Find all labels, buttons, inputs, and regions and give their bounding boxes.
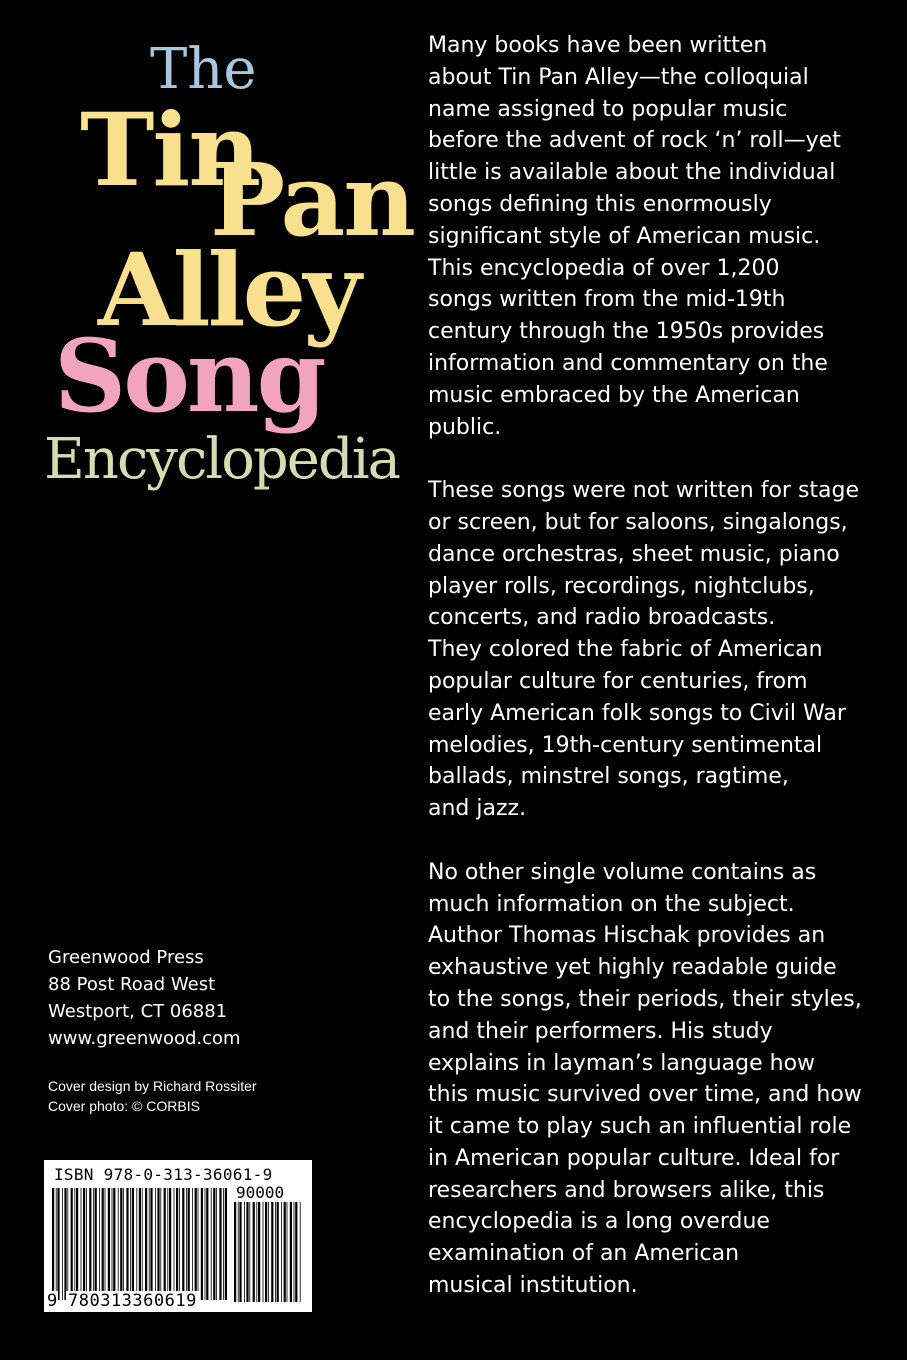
barcode-bar (123, 1188, 124, 1300)
barcode-bar (284, 1202, 286, 1302)
barcode (44, 1160, 312, 1312)
barcode-bar (160, 1188, 161, 1300)
title-alley: Alley (98, 231, 359, 349)
blurb-paragraph-3: No other single volume contains as much information on the subject. Author Thomas Hischak provides an exhaustive yet highly readable guide to the songs, their periods, their styles, and their performers. His study explains in layman’s language how this music survived over time, and how it came to play such an influential role in American popular culture. Ideal for researchers and browsers alike, this encyclopedia is a long overdue examination of an American musical institution. (428, 859, 862, 1299)
publisher-info (48, 944, 388, 1052)
publisher-name: Greenwood Press (48, 947, 204, 968)
barcode-bar (167, 1188, 168, 1300)
cover-design-credit: Cover design by Richard Rossiter (48, 1078, 257, 1094)
barcode-bar (130, 1188, 131, 1300)
blurb-paragraph-2: These songs were not written for stage or screen, but for saloons, singalongs, dance orchestras, sheet music, piano player rolls, recordings, nightclubs, concerts, and radio broadcasts. They colored the fabric of American popular culture for centuries, from early American folk songs to Civil War melodies, 19th-century sentimental ballads, minstrel songs, ragtime, and jazz. (428, 478, 860, 822)
barcode-bar (62, 1188, 63, 1300)
barcode-bar (290, 1202, 292, 1302)
barcode-bar (265, 1202, 267, 1302)
barcode-bar (263, 1202, 264, 1302)
barcode-bar (182, 1188, 184, 1300)
barcode-bar (223, 1188, 224, 1300)
barcode-bar (142, 1188, 143, 1300)
title-the: The (150, 37, 257, 102)
barcode-bar (83, 1188, 85, 1300)
barcode-bar (176, 1188, 178, 1300)
barcode-bar (249, 1202, 250, 1302)
barcode-bar (186, 1188, 187, 1300)
barcode-bar (113, 1188, 115, 1300)
isbn-label: ISBN 978-0-313-36061-9 (54, 1165, 273, 1184)
barcode-bar (67, 1188, 68, 1300)
ean-first-digit: 9 (47, 1291, 58, 1311)
barcode-bar (120, 1188, 122, 1300)
barcode-bar (246, 1202, 248, 1302)
barcode-bar (225, 1188, 227, 1300)
cover-photo-credit: Cover photo: © CORBIS (48, 1098, 200, 1114)
barcode-bar (95, 1188, 97, 1300)
barcode-bar (219, 1188, 221, 1300)
barcode-bar (102, 1188, 104, 1300)
barcode-bar (206, 1188, 208, 1300)
barcode-bar (71, 1188, 73, 1300)
barcode-bar (157, 1188, 159, 1300)
barcode-bar (93, 1188, 94, 1300)
barcode-bar (118, 1188, 119, 1300)
barcode-bar (281, 1202, 282, 1302)
barcode-bar (145, 1188, 147, 1300)
barcode-bar (294, 1202, 295, 1302)
barcode-bar (76, 1188, 78, 1300)
cover-credits (48, 1076, 388, 1116)
barcode-bar (201, 1188, 203, 1300)
title-tin: Tin (80, 91, 260, 209)
barcode-bar (57, 1188, 59, 1300)
barcode-bar (216, 1188, 217, 1300)
barcode-bar (64, 1188, 66, 1300)
barcode-bar (268, 1202, 269, 1302)
barcode-addon-bars (234, 1202, 304, 1302)
barcode-bar (211, 1188, 212, 1300)
barcode-bar (86, 1188, 87, 1300)
barcode-addon-digits: 90000 (236, 1183, 285, 1202)
barcode-bar (271, 1202, 273, 1302)
barcode-main-bars (52, 1188, 230, 1300)
barcode-bar (74, 1188, 75, 1300)
ean-digits: 780313360619 (68, 1291, 197, 1311)
publisher-website: www.greenwood.com (48, 1028, 241, 1049)
barcode-bar (149, 1188, 150, 1300)
title-encyclopedia: Encyclopedia (44, 427, 400, 492)
barcode-bar (192, 1188, 193, 1300)
barcode-bar (300, 1202, 301, 1302)
barcode-bar (112, 1188, 113, 1300)
book-title (40, 30, 415, 510)
barcode-bar (99, 1188, 100, 1300)
barcode-bar (205, 1188, 206, 1300)
barcode-bar (81, 1188, 82, 1300)
publisher-city: Westport, CT 06881 (48, 1001, 228, 1022)
blurb-paragraph-1: Many books have been written about Tin Pan Alley—the colloquial name assigned to popular music before the advent of rock ‘n’ roll—yet little is available about the individual songs defining this enormously significant style of American music. This encyclopedia of over 1,200 songs written from the mid-19th century through the 1950s provides information and commentary on the music embraced by the American public. (428, 33, 841, 440)
barcode-bar (164, 1188, 166, 1300)
barcode-bar (253, 1202, 255, 1302)
barcode-bar (52, 1188, 54, 1300)
barcode-bar (108, 1188, 110, 1300)
barcode-bar (239, 1202, 241, 1302)
barcode-bar (136, 1188, 137, 1300)
barcode-bar (256, 1202, 257, 1302)
barcode-bar (132, 1188, 134, 1300)
barcode-bar (188, 1188, 190, 1300)
title-pan: Pan (210, 141, 415, 259)
barcode-bar (89, 1188, 91, 1300)
barcode-bar (275, 1202, 276, 1302)
barcode-bar (213, 1188, 215, 1300)
barcode-bar (244, 1202, 245, 1302)
barcode-bar (179, 1188, 180, 1300)
blurb-text (428, 30, 868, 1334)
barcode-bar (238, 1202, 239, 1302)
barcode-bar (155, 1188, 156, 1300)
publisher-street: 88 Post Road West (48, 974, 216, 995)
barcode-bar (174, 1188, 175, 1300)
barcode-bar (295, 1202, 297, 1302)
barcode-bar (277, 1202, 279, 1302)
barcode-bar (287, 1202, 288, 1302)
barcode-bar (150, 1188, 152, 1300)
barcode-bar (198, 1188, 199, 1300)
barcode-bar (56, 1188, 57, 1300)
barcode-bar (126, 1188, 128, 1300)
barcode-bar (234, 1202, 236, 1302)
barcode-bar (105, 1188, 106, 1300)
barcode-bar (195, 1188, 197, 1300)
barcode-bar (169, 1188, 171, 1300)
barcode-bar (258, 1202, 260, 1302)
barcode-bar (139, 1188, 141, 1300)
title-song: Song (54, 317, 324, 435)
